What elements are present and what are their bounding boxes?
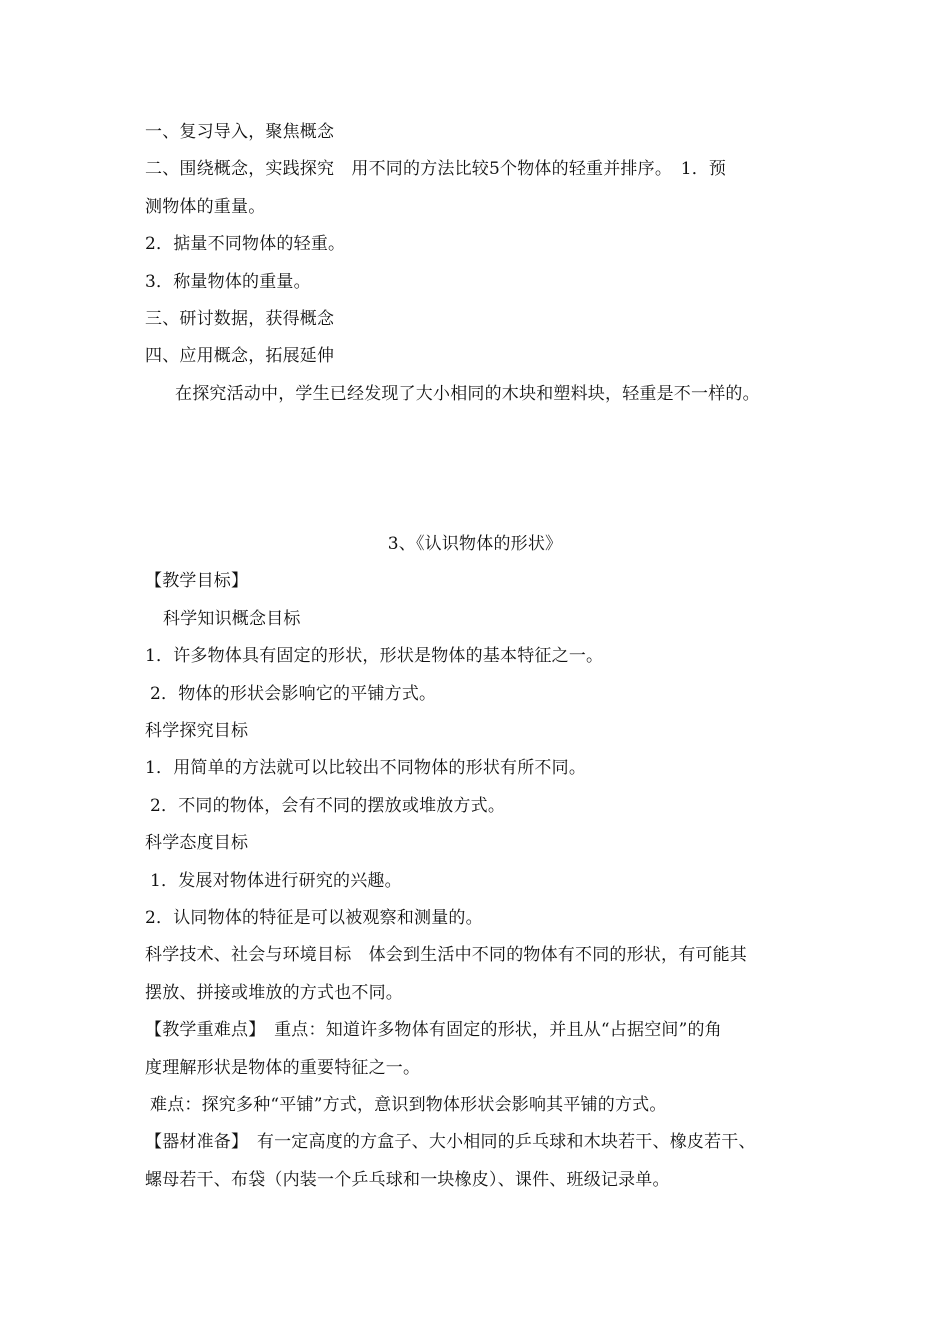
section-1-heading: 一、复习导入，聚焦概念 <box>145 122 335 142</box>
knowledge-goal-2: 2．物体的形状会影响它的平铺方式。 <box>150 684 437 704</box>
sts-goal-line-1: 科学技术、社会与环境目标 体会到生活中不同的物体有不同的形状，有可能其 <box>145 945 747 965</box>
inquiry-goal-1: 1．用简单的方法就可以比较出不同物体的形状有所不同。 <box>145 758 587 778</box>
goals-heading: 【教学目标】 <box>145 571 249 591</box>
key-points-line-1: 【教学重难点】 重点：知道许多物体有固定的形状，并且从“占据空间”的角 <box>145 1020 722 1040</box>
knowledge-goal-1: 1．许多物体具有固定的形状，形状是物体的基本特征之一。 <box>145 646 604 666</box>
step-2: 2．掂量不同物体的轻重。 <box>145 234 346 254</box>
attitude-goal-1: 1．发展对物体进行研究的兴趣。 <box>150 871 402 891</box>
section-2-heading: 二、围绕概念，实践探究 用不同的方法比较5个物体的轻重并排序。 1．预 <box>145 159 727 179</box>
section-2-continued: 测物体的重量。 <box>145 197 266 217</box>
inquiry-goals-heading: 科学探究目标 <box>145 721 249 741</box>
step-3: 3．称量物体的重量。 <box>145 272 311 292</box>
key-points-line-2: 度理解形状是物体的重要特征之一。 <box>145 1058 421 1078</box>
attitude-goal-2: 2．认同物体的特征是可以被观察和测量的。 <box>145 908 483 928</box>
section-4-heading: 四、应用概念，拓展延伸 <box>145 346 335 366</box>
materials-line-2: 螺母若干、布袋（内装一个乒乓球和一块橡皮）、课件、班级记录单。 <box>145 1170 670 1190</box>
knowledge-goals-heading: 科学知识概念目标 <box>163 609 301 629</box>
summary-paragraph: 在探究活动中，学生已经发现了大小相同的木块和塑料块，轻重是不一样的。 <box>175 384 760 404</box>
lesson-title: 3、《认识物体的形状》 <box>387 534 563 554</box>
attitude-goals-heading: 科学态度目标 <box>145 833 249 853</box>
inquiry-goal-2: 2．不同的物体，会有不同的摆放或堆放方式。 <box>150 796 506 816</box>
materials-line-1: 【器材准备】 有一定高度的方盒子、大小相同的乒乓球和木块若干、橡皮若干、 <box>145 1132 756 1152</box>
difficulty-line: 难点：探究多种“平铺”方式，意识到物体形状会影响其平铺的方式。 <box>150 1095 667 1115</box>
sts-goal-line-2: 摆放、拼接或堆放的方式也不同。 <box>145 983 403 1003</box>
section-3-heading: 三、研讨数据，获得概念 <box>145 309 335 329</box>
